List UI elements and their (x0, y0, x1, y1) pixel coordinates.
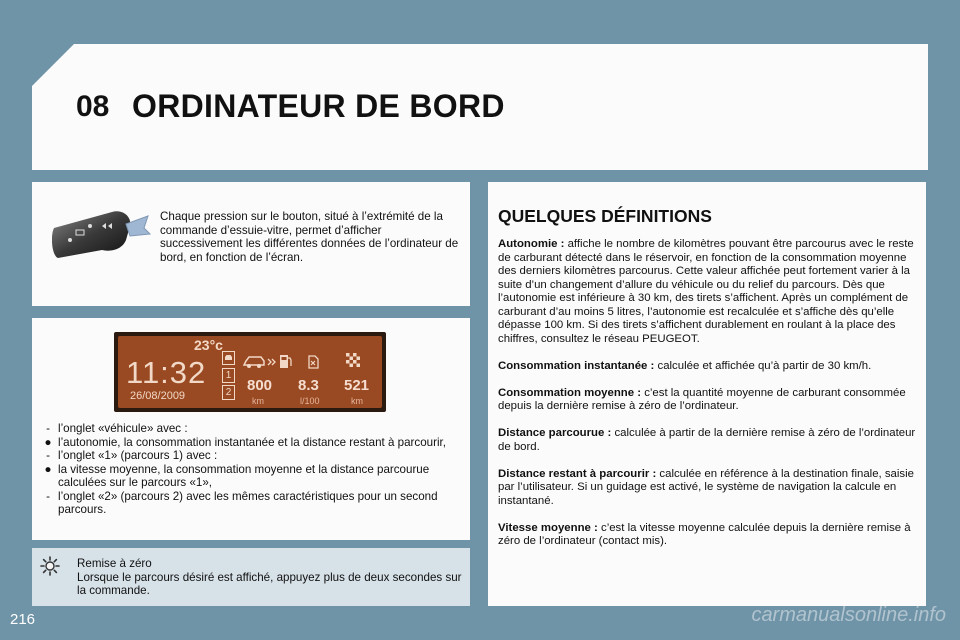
lcd-time: 11:32 (126, 355, 207, 390)
lcd-temperature: 23°c (194, 337, 223, 353)
checkered-flag-icon (346, 353, 360, 367)
definition-consommation-instantanee: Consommation instantanée : calculée et affichée qu’à partir de 30 km/h. (498, 359, 872, 372)
intro-text: Chaque pression sur le bouton, situé à l’extrémité de la commande d’essuie-vitre, permet d’afficher successivement les différentes données de l’ordinateur de bord, en fonction de l’écran. (160, 210, 459, 265)
reset-title: Remise à zéro (77, 557, 152, 570)
definition-consommation-moyenne: Consommation moyenne : c’est la quantité moyenne de carburant consommée depuis la dernière remise à zéro de l’ordinateur. (498, 386, 906, 412)
lcd-consumption-value: 8.3 (298, 377, 319, 394)
lcd-date: 26/08/2009 (130, 390, 186, 402)
lcd-range-unit: km (252, 396, 264, 406)
definition-distance-restant: Distance restant à parcourir : calculée en référence à la destination finale, saisie par l’utilisateur. Si un guidage est activé, le système de navigation la calcule en instantané. (498, 467, 914, 507)
watermark: carmanualsonline.info (751, 604, 946, 626)
tabs-list (42, 422, 462, 517)
wiper-stalk-icon (52, 206, 154, 270)
car-range-icon (242, 353, 278, 369)
definition-vitesse-moyenne: Vitesse moyenne : c’est la vitesse moyenne calculée depuis la dernière remise à zéro de l’ordinateur (contact mis). (498, 521, 911, 547)
list-item: - l’onglet «véhicule» avec : (46, 422, 188, 435)
definition-autonomie: Autonomie : affiche le nombre de kilomètres pouvant être parcourus avec le reste de carburant détecté dans le réservoir, en fonction de la consommation moyenne des derniers kilomètres parcourus. Cette valeur affichée peut fortement varier à la suite d’un changement d’allure du véhicule ou du relief du parcours. Dès que l’autonomie est inférieure à 30 km, des tirets s’affichent. Après un complément de carburant d’au moins 5 litres, l’autonomie est recalculée et s’affiche dès qu’elle dépasse 100 km. Si des tirets s’affichent durablement en roulant à la place des chiffres, consultez le réseau PEUGEOT. (498, 238, 914, 345)
reset-tip-panel (32, 548, 470, 606)
lcd-tab-1: 1 (222, 368, 235, 383)
lcd-consumption-unit: l/100 (300, 396, 320, 406)
jerrycan-icon (307, 353, 320, 369)
lcd-distance-unit: km (351, 396, 363, 406)
display-panel (32, 318, 470, 540)
lcd-distance-value: 521 (344, 377, 370, 394)
list-item: ● l’autonomie, la consommation instantanée et la distance restant à parcourir, (44, 435, 446, 449)
lcd-range-value: 800 (247, 377, 273, 394)
definitions-title: QUELQUES DÉFINITIONS (498, 206, 712, 226)
list-item: ● la vitesse moyenne, la consommation moyenne et la distance parcourue calculées sur le parcours «1», (44, 462, 430, 489)
page-title: ORDINATEUR DE BORD (132, 88, 505, 124)
definition-distance-parcourue: Distance parcourue : calculée à partir de la dernière remise à zéro de l’ordinateur de bord. (498, 427, 916, 453)
definitions-panel (488, 182, 926, 606)
tip-sun-icon (40, 556, 60, 576)
reset-text (77, 557, 467, 598)
lcd-tab-2: 2 (222, 385, 235, 400)
intro-panel (32, 182, 470, 306)
lcd-display (114, 332, 386, 412)
chapter-number: 08 (76, 90, 110, 123)
fuel-pump-icon (279, 353, 293, 369)
page-number: 216 (10, 611, 36, 628)
reset-body: Lorsque le parcours désiré est affiché, appuyez plus de deux secondes sur la commande. (77, 570, 462, 597)
list-item: - l’onglet «2» (parcours 2) avec les mêmes caractéristiques pour un second parcours. (46, 489, 438, 516)
vehicle-tab-icon (222, 351, 235, 365)
list-item: - l’onglet «1» (parcours 1) avec : (46, 449, 218, 462)
